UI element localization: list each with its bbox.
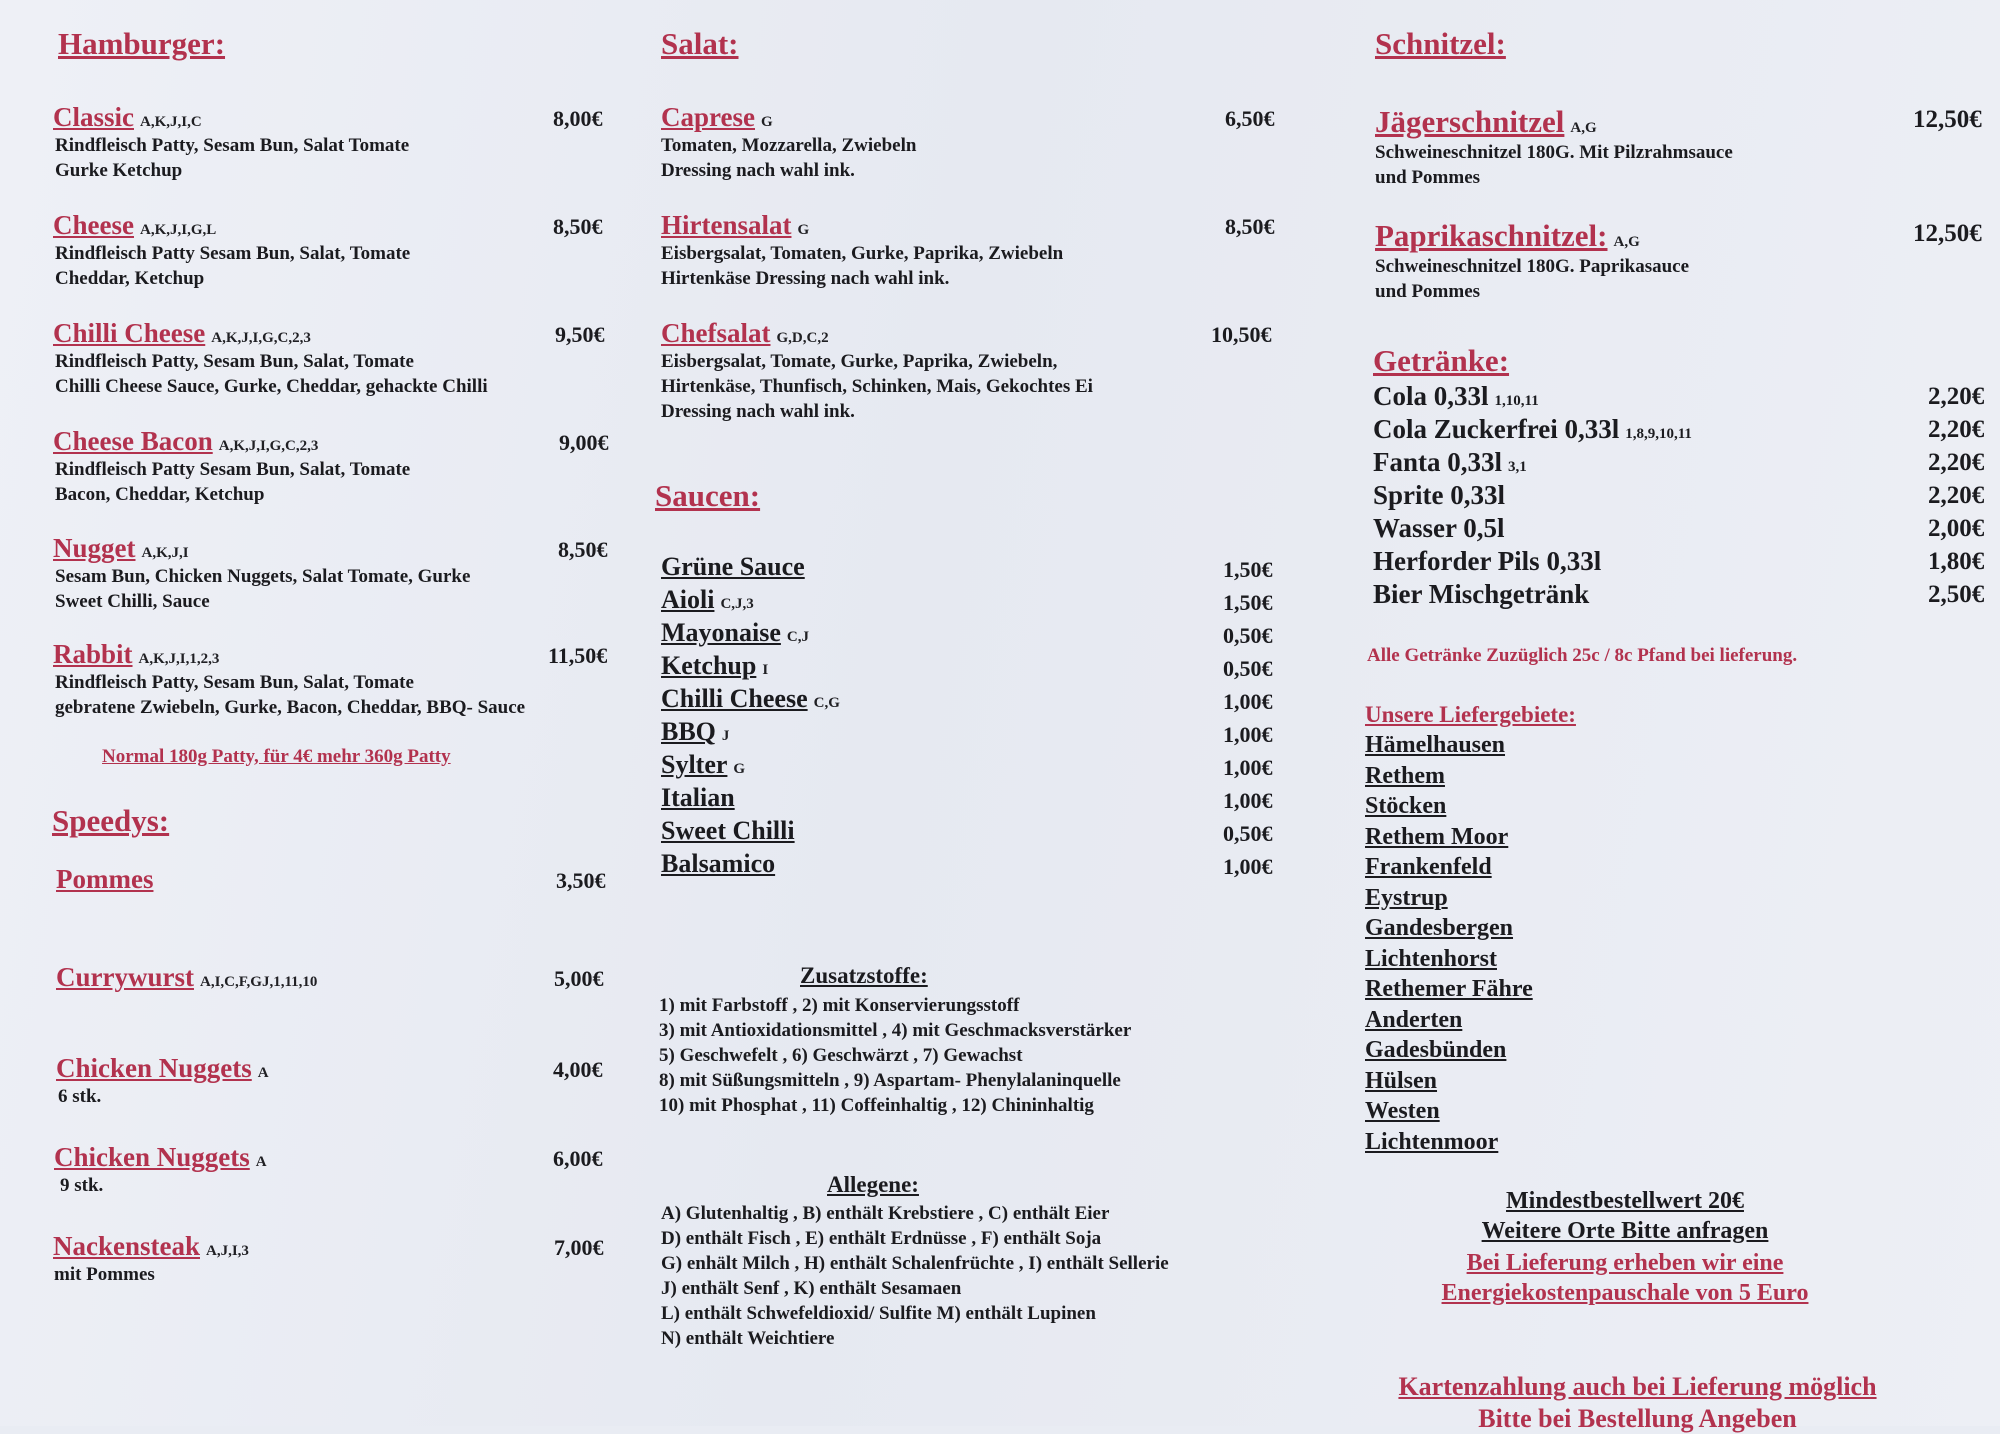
area-item: Eystrup xyxy=(1365,884,1448,911)
sauce-item xyxy=(661,783,1281,816)
item-name: Cheese xyxy=(53,210,134,240)
item-price: 9,50€ xyxy=(555,322,605,347)
weitere-orte: Weitere Orte Bitte anfragen xyxy=(1481,1218,1769,1244)
bestellung-angeben-note: Bitte bei Bestellung Angeben xyxy=(1478,1404,1797,1433)
allergene-list xyxy=(661,1201,1169,1351)
sauce-codes: C,J xyxy=(786,629,809,645)
sauce-price: 1,00€ xyxy=(1223,788,1273,813)
drink-item xyxy=(1373,546,1993,579)
item-codes: A,K,J,I,G,C,2,3 xyxy=(218,438,319,454)
drink-name: Herforder Pils 0,33l xyxy=(1373,546,1602,576)
item-price: 8,50€ xyxy=(553,214,603,239)
sauce-name: Aioli xyxy=(661,585,715,614)
menu-item xyxy=(54,1142,612,1198)
sauce-codes: C,J,3 xyxy=(720,596,754,612)
item-price: 12,50€ xyxy=(1913,106,1982,133)
sauce-item xyxy=(661,585,1281,618)
item-price: 3,50€ xyxy=(556,868,606,893)
hamburger-heading: Hamburger: xyxy=(58,26,226,61)
area-item: Stöcken xyxy=(1365,793,1447,819)
item-name: Rabbit xyxy=(53,639,133,669)
energie-line-1: Bei Lieferung erheben wir eine xyxy=(1466,1250,1784,1276)
item-name: Currywurst xyxy=(56,962,194,992)
sauce-price: 1,00€ xyxy=(1223,854,1273,879)
drink-name: Fanta 0,33l xyxy=(1373,447,1503,477)
item-desc: Rindfleisch Patty, Sesam Bun, Salat Tomate Gurke Ketchup xyxy=(55,135,410,181)
item-price: 4,00€ xyxy=(553,1057,603,1082)
zusatzstoff-line: 1) mit Farbstoff , 2) mit Konservierungsstoff xyxy=(659,995,1020,1016)
sauce-item xyxy=(661,651,1281,684)
sauce-name: BBQ xyxy=(661,717,716,746)
drink-codes: 1,10,11 xyxy=(1494,393,1539,409)
sauce-price: 1,00€ xyxy=(1223,722,1273,747)
area-item: Lichtenmoor xyxy=(1365,1128,1499,1155)
drink-price: 2,20€ xyxy=(1928,416,1985,443)
drink-name: Cola 0,33l xyxy=(1373,381,1489,411)
item-codes: A,K,J,I,C xyxy=(140,114,202,130)
item-codes: A xyxy=(255,1154,267,1170)
zusatzstoff-line: 3) mit Antioxidationsmittel , 4) mit Geschmacksverstärker xyxy=(659,1020,1132,1041)
sauce-item xyxy=(661,816,1281,849)
item-name: Chefsalat xyxy=(661,318,771,348)
sauce-price: 1,50€ xyxy=(1223,557,1273,582)
item-name: Nackensteak xyxy=(53,1231,200,1261)
item-price: 12,50€ xyxy=(1913,220,1982,247)
schnitzel-heading: Schnitzel: xyxy=(1375,26,1506,61)
drink-name: Bier Mischgetränk xyxy=(1373,579,1590,609)
menu-item xyxy=(53,102,613,183)
item-price: 7,00€ xyxy=(554,1235,604,1260)
item-desc: 6 stk. xyxy=(58,1086,102,1107)
item-price: 8,00€ xyxy=(553,106,603,131)
drink-item xyxy=(1373,447,1993,480)
item-price: 10,50€ xyxy=(1211,322,1272,347)
allergen-line: G) enhält Milch , H) enthält Schalenfrüchte , I) enthält Sellerie xyxy=(661,1253,1169,1274)
area-item: Hämelhausen xyxy=(1365,732,1506,758)
item-desc: Rindfleisch Patty Sesam Bun, Salat, Tomate Bacon, Cheddar, Ketchup xyxy=(55,459,411,505)
energie-line-2: Energiekostenpauschale von 5 Euro xyxy=(1441,1280,1809,1306)
zusatzstoff-line: 10) mit Phosphat , 11) Coffeinhaltig , 12) Chininhaltig xyxy=(659,1095,1094,1116)
item-name: Chilli Cheese xyxy=(53,318,206,348)
getraenke-heading: Getränke: xyxy=(1373,343,1510,378)
allergen-line: D) enthält Fisch , E) enthält Erdnüsse , F) enthält Soja xyxy=(661,1228,1102,1249)
sauce-item xyxy=(661,849,1281,882)
drink-codes: 1,8,9,10,11 xyxy=(1625,426,1692,442)
item-codes: A,I,C,F,GJ,1,11,10 xyxy=(199,974,318,990)
sauce-item xyxy=(661,618,1281,651)
item-name: Classic xyxy=(53,102,134,132)
liefergebiete-title: Unsere Liefergebiete: xyxy=(1365,702,1576,727)
pfand-note: Alle Getränke Zuzüglich 25c / 8c Pfand bei lieferung. xyxy=(1367,645,1798,666)
menu-item xyxy=(1375,104,1995,190)
item-desc: Sesam Bun, Chicken Nuggets, Salat Tomate, Gurke Sweet Chilli, Sauce xyxy=(55,566,471,612)
item-price: 6,00€ xyxy=(553,1146,603,1171)
item-desc: Eisbergsalat, Tomate, Gurke, Paprika, Zwiebeln, Hirtenkäse, Thunfisch, Schinken, Mais, Gekochtes Ei Dressing nach wahl ink. xyxy=(661,351,1093,422)
drink-price: 1,80€ xyxy=(1928,548,1985,575)
sauce-name: Italian xyxy=(661,783,735,812)
item-codes: A,K,J,I,G,L xyxy=(139,222,217,238)
sauce-name: Grüne Sauce xyxy=(661,552,805,581)
area-item: Lichtenhorst xyxy=(1365,945,1497,972)
item-name: Hirtensalat xyxy=(661,210,792,240)
item-desc: Rindfleisch Patty, Sesam Bun, Salat, Tomate Chilli Cheese Sauce, Gurke, Cheddar, gehackte Chilli xyxy=(55,351,488,397)
sauce-price: 0,50€ xyxy=(1223,656,1273,681)
sauce-codes: I xyxy=(762,662,769,678)
sauce-name: Sylter xyxy=(661,750,728,779)
area-item: Rethem xyxy=(1365,762,1445,789)
item-name: Chicken Nuggets xyxy=(54,1142,250,1172)
menu-item xyxy=(56,1053,612,1109)
drink-list xyxy=(1373,381,1993,612)
area-item: Westen xyxy=(1365,1098,1440,1124)
item-name: Jägerschnitzel xyxy=(1375,104,1565,139)
item-price: 8,50€ xyxy=(558,537,608,562)
item-name: Chicken Nuggets xyxy=(56,1053,252,1083)
sauce-name: Sweet Chilli xyxy=(661,816,795,845)
menu-item xyxy=(53,426,613,507)
zusatzstoffe-list xyxy=(659,993,1131,1118)
menu-item xyxy=(53,210,613,291)
drink-item xyxy=(1373,381,1993,414)
drink-codes: 3,1 xyxy=(1508,459,1527,475)
item-desc: mit Pommes xyxy=(54,1264,155,1285)
allergen-line: A) Glutenhaltig , B) enthält Krebstiere , C) enthält Eier xyxy=(661,1203,1110,1224)
drink-price: 2,20€ xyxy=(1928,482,1985,509)
item-name: Caprese xyxy=(661,102,755,132)
allergen-line: N) enthält Weichtiere xyxy=(661,1328,835,1349)
sauce-codes: J xyxy=(721,728,730,744)
drink-item xyxy=(1373,414,1993,447)
sauce-item xyxy=(661,552,1281,585)
item-codes: A,K,J,I,1,2,3 xyxy=(138,651,220,667)
area-item: Rethem Moor xyxy=(1365,823,1509,850)
sauce-item xyxy=(661,750,1281,783)
zusatzstoffe-title: Zusatzstoffe: xyxy=(800,963,928,988)
drink-price: 2,20€ xyxy=(1928,383,1985,410)
area-item: Hülsen xyxy=(1365,1067,1438,1094)
drink-price: 2,20€ xyxy=(1928,449,1985,476)
zusatzstoff-line: 8) mit Süßungsmitteln , 9) Aspartam- Phenylalaninquelle xyxy=(659,1070,1121,1091)
area-item: Anderten xyxy=(1365,1006,1463,1033)
allergen-line: J) enthält Senf , K) enthält Sesamaen xyxy=(661,1278,962,1299)
menu-item xyxy=(1375,218,1995,304)
item-price: 6,50€ xyxy=(1225,106,1275,131)
drink-item xyxy=(1373,579,1993,612)
item-desc: Rindfleisch Patty, Sesam Bun, Salat, Tomate gebratene Zwiebeln, Gurke, Bacon, Cheddar, BBQ- Sauce xyxy=(55,672,526,718)
allergen-line: L) enthält Schwefeldioxid/ Sulfite M) enthält Lupinen xyxy=(661,1303,1096,1324)
sauce-name: Mayonaise xyxy=(661,618,781,647)
menu-item xyxy=(661,210,1281,291)
item-desc: Tomaten, Mozzarella, Zwiebeln Dressing nach wahl ink. xyxy=(661,135,917,181)
item-price: 9,00€ xyxy=(559,430,609,455)
item-desc: Rindfleisch Patty Sesam Bun, Salat, Tomate Cheddar, Ketchup xyxy=(55,243,411,289)
item-price: 11,50€ xyxy=(548,643,608,668)
sauce-item xyxy=(661,717,1281,750)
sauce-price: 0,50€ xyxy=(1223,623,1273,648)
menu-item xyxy=(53,318,613,399)
menu-item xyxy=(53,533,613,614)
area-item: Gandesbergen xyxy=(1365,915,1514,941)
sauce-name: Ketchup xyxy=(661,651,757,680)
item-name: Cheese Bacon xyxy=(53,426,213,456)
zusatzstoff-line: 5) Geschwefelt , 6) Geschwärzt , 7) Gewachst xyxy=(659,1045,1023,1066)
patty-note: Normal 180g Patty, für 4€ mehr 360g Patty xyxy=(102,746,451,767)
item-codes: A xyxy=(257,1065,269,1081)
item-desc: Schweineschnitzel 180G. Mit Pilzrahmsauce und Pommes xyxy=(1375,142,1733,188)
menu-item xyxy=(661,318,1281,424)
menu-item xyxy=(661,102,1281,183)
area-item: Frankenfeld xyxy=(1365,854,1492,880)
item-desc: 9 stk. xyxy=(60,1175,104,1196)
item-codes: A,J,I,3 xyxy=(206,1243,249,1259)
menu-item xyxy=(53,639,613,720)
drink-item xyxy=(1373,480,1993,513)
item-codes: A,G xyxy=(1570,120,1597,136)
sauce-name: Balsamico xyxy=(661,849,776,878)
item-price: 5,00€ xyxy=(554,966,604,991)
drink-price: 2,00€ xyxy=(1928,515,1985,542)
speedys-heading: Speedys: xyxy=(52,803,170,838)
item-codes: A,G xyxy=(1613,234,1640,250)
sauce-price: 1,50€ xyxy=(1223,590,1273,615)
item-price: 8,50€ xyxy=(1225,214,1275,239)
kartenzahlung-note: Kartenzahlung auch bei Lieferung möglich xyxy=(1398,1372,1877,1401)
sauce-price: 1,00€ xyxy=(1223,689,1273,714)
sauce-price: 1,00€ xyxy=(1223,755,1273,780)
item-codes: A,K,J,I,G,C,2,3 xyxy=(211,330,311,346)
item-codes: G xyxy=(761,114,773,130)
item-codes: A,K,J,I xyxy=(141,545,189,561)
sauce-codes: C,G xyxy=(813,695,840,711)
item-codes: G xyxy=(797,222,810,238)
menu-item xyxy=(56,962,612,993)
menu-item xyxy=(53,1231,612,1287)
item-name: Pommes xyxy=(56,864,154,894)
drink-name: Cola Zuckerfrei 0,33l xyxy=(1373,414,1620,444)
item-name: Nugget xyxy=(53,533,136,563)
drink-name: Sprite 0,33l xyxy=(1373,480,1505,510)
allergene-title: Allegene: xyxy=(827,1172,919,1197)
item-desc: Schweineschnitzel 180G. Paprikasauce und Pommes xyxy=(1375,256,1690,302)
sauce-name: Chilli Cheese xyxy=(661,684,808,713)
item-codes: G,D,C,2 xyxy=(776,330,829,346)
sauce-price: 0,50€ xyxy=(1223,821,1273,846)
liefergebiete-list xyxy=(1365,732,1533,1159)
mindestbestellwert: Mindestbestellwert 20€ xyxy=(1506,1188,1744,1214)
drink-name: Wasser 0,5l xyxy=(1373,513,1505,543)
area-item: Rethemer Fähre xyxy=(1365,976,1533,1002)
menu-item xyxy=(56,864,612,895)
drink-price: 2,50€ xyxy=(1928,581,1985,608)
sauce-codes: G xyxy=(733,761,746,777)
area-item: Gadesbünden xyxy=(1365,1037,1507,1063)
item-name: Paprikaschnitzel: xyxy=(1375,218,1608,253)
item-desc: Eisbergsalat, Tomaten, Gurke, Paprika, Zwiebeln Hirtenkäse Dressing nach wahl ink. xyxy=(661,243,1064,289)
salat-heading: Salat: xyxy=(661,26,739,61)
sauce-item xyxy=(661,684,1281,717)
drink-item xyxy=(1373,513,1993,546)
saucen-heading: Saucen: xyxy=(655,478,761,513)
sauce-list xyxy=(661,552,1281,882)
